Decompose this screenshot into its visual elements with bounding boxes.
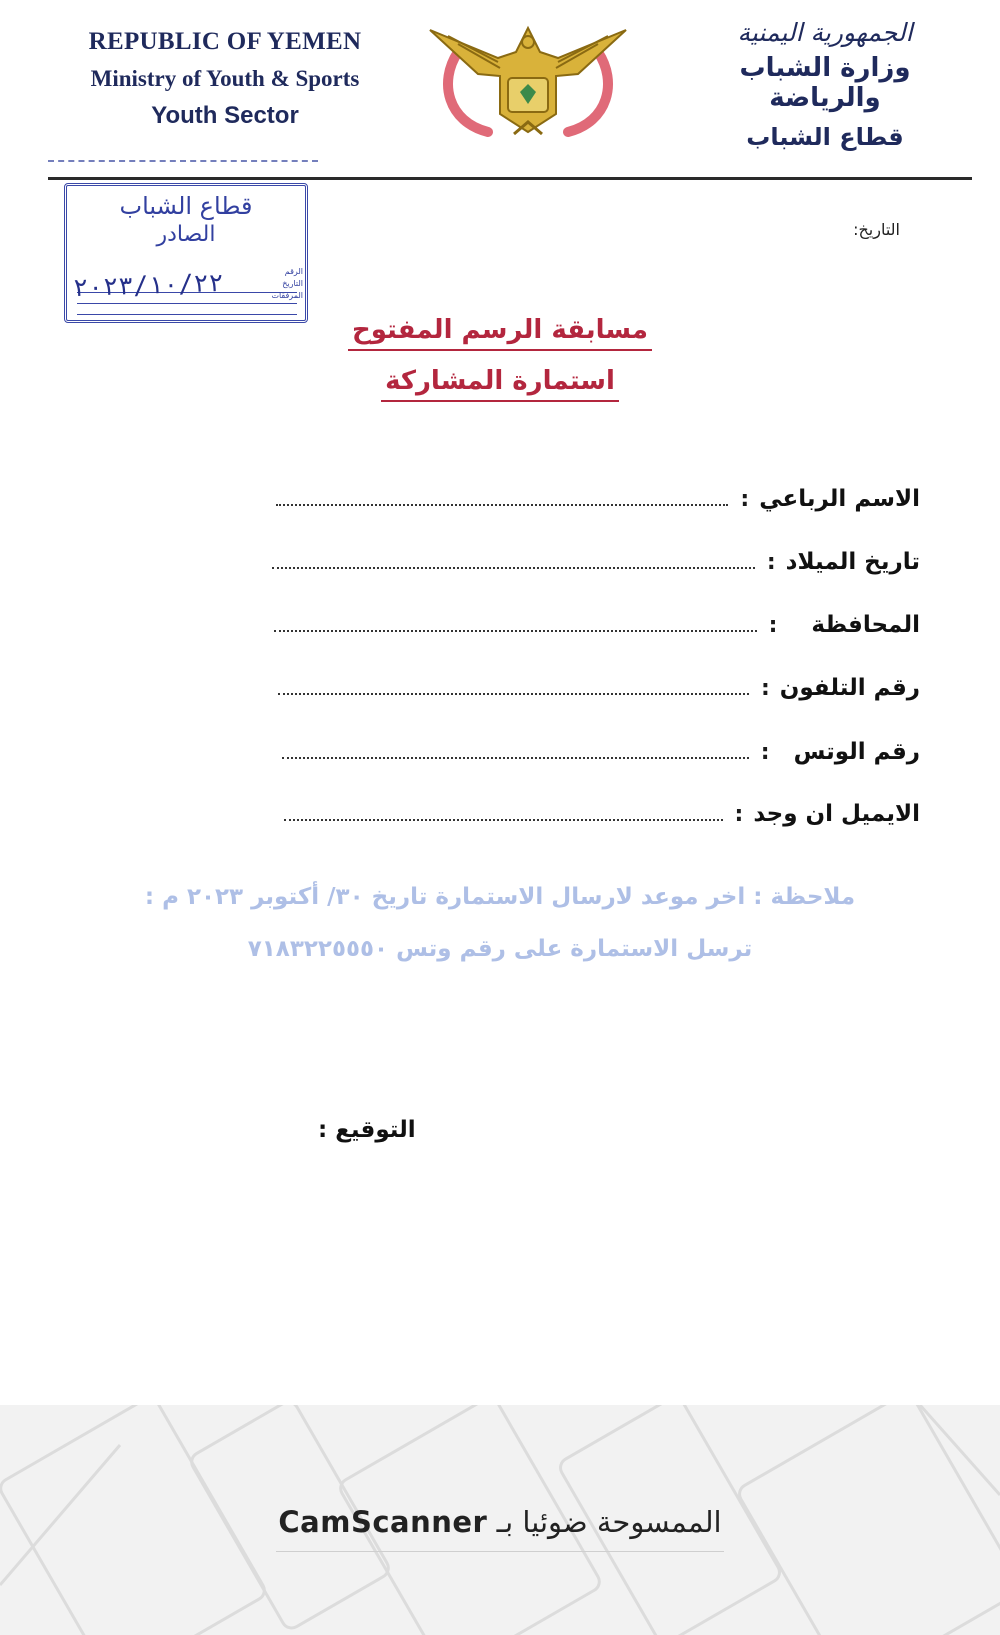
- stamp-line2: الصادر: [156, 222, 216, 247]
- field-colon: :: [768, 613, 778, 638]
- field-label: رقم الوتس: [793, 739, 920, 765]
- note-whatsapp: ترسل الاستمارة على رقم وتس ٧١٨٣٢٢٥٥٥٠: [247, 936, 753, 962]
- sector-name-en: Youth Sector: [151, 102, 299, 129]
- field-governorate[interactable]: [274, 604, 920, 638]
- header-english: [60, 28, 390, 130]
- country-name-en: REPUBLIC OF YEMEN: [88, 28, 362, 55]
- field-label: رقم التلفون: [779, 675, 920, 701]
- camscanner-watermark: [0, 1505, 1000, 1539]
- field-label: الايميل ان وجد: [753, 801, 920, 827]
- header-faint-rule: [48, 160, 318, 162]
- stamp-date: ٢٠٢٣/١٠/٢٢: [72, 267, 224, 303]
- date-label: التاريخ:: [853, 220, 900, 239]
- field-birth-date[interactable]: [272, 541, 920, 575]
- field-email[interactable]: [284, 793, 920, 827]
- camscanner-prefix: الممسوحة ضوئيا بـ: [496, 1505, 722, 1539]
- footer-underline: [276, 1551, 724, 1552]
- sector-name-ar: قطاع الشباب: [746, 123, 904, 151]
- yemen-eagle-emblem-icon: [428, 22, 628, 140]
- stamp-line1: قطاع الشباب: [119, 192, 253, 220]
- competition-title: [0, 315, 1000, 351]
- field-phone[interactable]: [278, 667, 920, 701]
- stamp-labels: [259, 266, 303, 302]
- field-label: تاريخ الميلاد: [785, 549, 920, 575]
- field-dotted-line[interactable]: [282, 747, 749, 759]
- header-arabic: [690, 18, 960, 151]
- form-title-text: استمارة المشاركة: [381, 366, 619, 402]
- field-label: الاسم الرباعي: [759, 486, 920, 512]
- field-colon: :: [740, 487, 750, 512]
- note-deadline: ملاحظة : اخر موعد لارسال الاستمارة تاريخ ٣٠/ أكتوبر ٢٠٢٣ م :: [144, 884, 856, 910]
- ministry-name-en: Ministry of Youth & Sports: [90, 66, 360, 91]
- outgoing-stamp: [64, 183, 308, 323]
- field-colon: :: [734, 802, 744, 827]
- field-colon: :: [760, 740, 770, 765]
- signature-label: التوقيع :: [318, 1117, 416, 1143]
- ministry-name-ar: وزارة الشباب والرياضة: [739, 53, 911, 113]
- field-dotted-line[interactable]: [278, 683, 749, 695]
- field-whatsapp[interactable]: [282, 731, 920, 765]
- camscanner-brand: CamScanner: [278, 1505, 488, 1539]
- form-title: [0, 366, 1000, 402]
- stamp-label-number: الرقم: [284, 267, 303, 276]
- field-dotted-line[interactable]: [276, 494, 728, 506]
- camscanner-footer: [0, 1405, 1000, 1635]
- stamp-label-date: التاريخ: [282, 279, 303, 288]
- field-dotted-line[interactable]: [274, 620, 757, 632]
- stamp-label-attachments: المرفقات: [271, 291, 303, 300]
- field-full-name[interactable]: [276, 478, 920, 512]
- field-colon: :: [760, 676, 770, 701]
- competition-title-text: مسابقة الرسم المفتوح: [348, 315, 652, 351]
- header-divider: [48, 177, 972, 180]
- field-dotted-line[interactable]: [284, 809, 723, 821]
- field-label: المحافظة: [811, 612, 920, 638]
- country-name-ar: الجمهورية اليمنية: [737, 18, 913, 47]
- field-dotted-line[interactable]: [272, 557, 755, 569]
- field-colon: :: [766, 550, 776, 575]
